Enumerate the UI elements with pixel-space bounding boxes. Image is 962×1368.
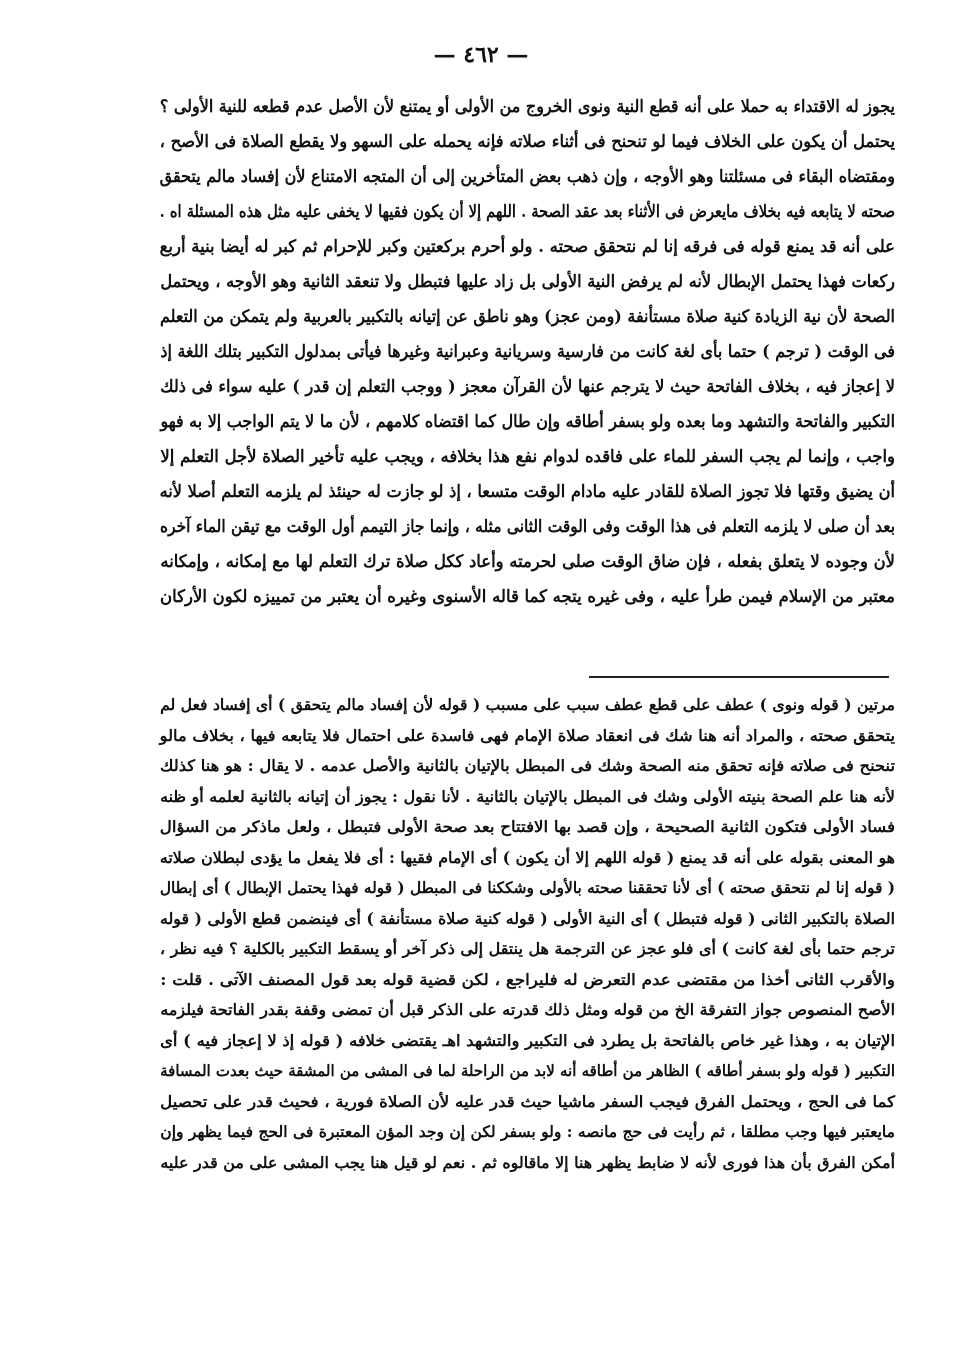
page-number: — ٤٦٢ —	[433, 42, 529, 68]
footnote-line: الإتيان به ، وهذا غير خاص بالفاتحة بل يطرد فى التكبير والتشهد اهـ يقتضى خلافه ( قوله إذ لا إعجاز فيه ) أى	[160, 1030, 896, 1050]
main-text	[160, 90, 895, 615]
footnote-line: التكبير ( قوله ولو بسفر أطاقه ) الظاهر من أطاقه أنه لابد من الراحلة لما فى المشى من المشقة حيث بعدت المسافة	[160, 1061, 896, 1080]
main-line: يجوز له الاقتداء به حملا على أنه قطع النية ونوى الخروج من الأولى أو يمتنع لأن الأصل عدم قطعه للنية الأولى ؟	[159, 97, 896, 117]
footnote-line: كما فى الحج ، ويحتمل الفرق فيجب السفر ماشيا حيث قدر عليه لأن الصلاة فورية ، فحيث قدر على تحصيل	[160, 1091, 895, 1111]
footnote-line: والأقرب الثانى أخذا من مقتضى عدم التعرض له فليراجع ، لكن قضية قوله بعد قول المصنف الآتى . قلت :	[160, 969, 895, 989]
footnote-line: مايعتبر فيها وجب مطلقا ، ثم رأيت فى حج مانصه : ولو بسفر لكن إن وجد المؤن المعتبرة فى الحج فيما يظهر وإن	[160, 1122, 895, 1141]
footnote-line: لأنه هنا علم الصحة بنيته الأولى وشك فى المبطل بالإتيان بالثانية . لأنا نقول : يجوز أن إتيانه بالثانية لعلمه أو ظنه	[160, 786, 896, 806]
main-line: على أنه قد يمنع قوله فى فرقه إنا لم نتحقق صحته . ولو أحرم بركعتين وكبر للإحرام ثم كبر له أيضا بنية أربع	[159, 237, 896, 257]
footnote-line: يتحقق صحته ، والمراد أنه هنا شك فى انعقاد صلاة الإمام فهى فاسدة على احتمال فلا يتابعه فيها ، بخلاف مالو	[159, 725, 895, 745]
main-line: ركعات فهذا يحتمل الإبطال لأنه لم يرفض النية الأولى بل زاد عليها فتبطل ولا تنعقد الثانية وهو الأوجه ، ويحتمل	[160, 272, 895, 292]
footnote-line: هو المعنى بقوله على أنه قد يمنع ( قوله اللهم إلا أن يكون ) أى الإمام فقيها : أى فلا يفعل ما يؤدى لبطلان صلاته	[159, 847, 896, 867]
footnote-line: الأصح المنصوص جواز التفرقة الخ من قوله ومثل ذلك قدرته على الذكر قبل أن تمضى وقفة بقدر الفاتحة فيلزمه	[160, 1000, 895, 1019]
main-line: صحته لا يتابعه فيه بخلاف مايعرض فى الأثناء بعد عقد الصحة . اللهم إلا أن يكون فقيها لا يخفى عليه مثل هذه المسئلة اه .	[159, 202, 896, 222]
footnote-line: ترجم حتما بأى لغة كانت ) أى فلو عجز عن الترجمة هل ينتقل إلى ذكر آخر أو يسقط التكبير بالكلية ؟ فيه نظر ،	[159, 939, 895, 958]
main-line: التكبير والفاتحة والتشهد وما بعده ولو بسفر أطاقه وإن طال كما اقتضاه كلامهم ، لأن ما لا يتم الواجب إلا به فهو	[160, 412, 895, 432]
main-line: يحتمل أن يكون على الخلاف فيما لو تنحنح فى أثناء صلاته فإنه يحمله على السهو ولا يقطع الصلاة فى الأصح ،	[159, 132, 895, 152]
main-line: فى الوقت ( ترجم ) حتما بأى لغة كانت من فارسية وسريانية وعبرانية وغيرها فيأتى بمدلول التكبير بتلك اللغة إذ	[160, 342, 896, 362]
footnote-line: ( قوله إنا لم نتحقق صحته ) أى لأنا تحققنا صحته بالأولى وشككنا فى المبطل ( قوله فهذا يحتمل الإبطال ) أى إبطال	[159, 878, 895, 897]
footnote-line: الصلاة بالتكبير الثانى ( قوله فتبطل ) أى النية الأولى ( قوله كنية صلاة مستأنفة ) أى فينضمن قطع الأولى ( قوله	[160, 908, 895, 928]
main-line: ومقتضاه البقاء فى مسئلتنا وهو الأوجه ، وإن ذهب بعض المتأخرين إلى أن المتجه الامتناع لأن إفساد مالم يتحقق	[159, 167, 895, 187]
main-line: واجب ، وإنما لم يجب السفر للماء على فاقده لدوام نفع هذا بخلافه ، ويجب عليه تأخير الصلاة لأجل التعلم إلا	[160, 447, 896, 467]
footnote-line: تنحنح فى صلاته فإنه تحقق منه الصحة وشك فى المبطل بالإتيان بالثانية والأصل عدمه . لا يقال : هو هنا كذلك	[160, 756, 895, 775]
main-line: لأن وجوده لا يتعلق بفعله ، فإن ضاق الوقت صلى لحرمته وأعاد ككل صلاة ترك التعلم لها مع إمكانه ، وإمكانه	[160, 552, 895, 572]
footnote-line: فساد الأولى فتكون الثانية الصحيحة ، وإن قصد بها الافتتاح بعد صحة الأولى فتبطل ، ولعل ماذكر من السؤال	[159, 817, 896, 836]
main-line: معتبر من الإسلام فيمن طرأ عليه ، وفى غيره يتجه كما قاله الأسنوى وغيره أن يعتبر من تمييزه لكون الأركان	[160, 587, 895, 607]
main-line: لا إعجاز فيه ، بخلاف الفاتحة حيث لا يترجم عنها لأن القرآن معجز ( ووجب التعلم إن قدر ) عليه سواء فى ذلك	[160, 377, 896, 397]
footnote-line: أمكن الفرق بأن هذا فورى لأنه لا ضابط يظهر هنا إلا ماقالوه ثم . نعم لو قيل هنا يجب المشى على من قدر عليه	[160, 1152, 895, 1172]
main-line: الصحة لأن نية الزيادة كنية صلاة مستأنفة (ومن عجز) وهو ناطق عن إتيانه بالتكبير بالعربية ولم يتمكن من التعلم	[159, 307, 895, 327]
footnote-text	[160, 690, 895, 1178]
main-line: بعد أن صلى لا يلزمه التعلم فى هذا الوقت وفى الوقت الثانى مثله ، وإنما جاز التيمم أول الوقت مع تيقن الماء آخره	[160, 517, 896, 537]
footnote-divider	[589, 676, 889, 678]
footnote-line: مرتين ( قوله ونوى ) عطف على قطع عطف سبب على مسبب ( قوله لأن إفساد مالم يتحقق ) أى إفساد فعل لم	[160, 695, 896, 714]
main-line: أن يضيق وقتها فلا تجوز الصلاة للقادر عليه مادام الوقت متسعا ، إذ لو جازت له حينئذ لم يلزمه التعلم أصلا لأنه	[159, 482, 895, 502]
